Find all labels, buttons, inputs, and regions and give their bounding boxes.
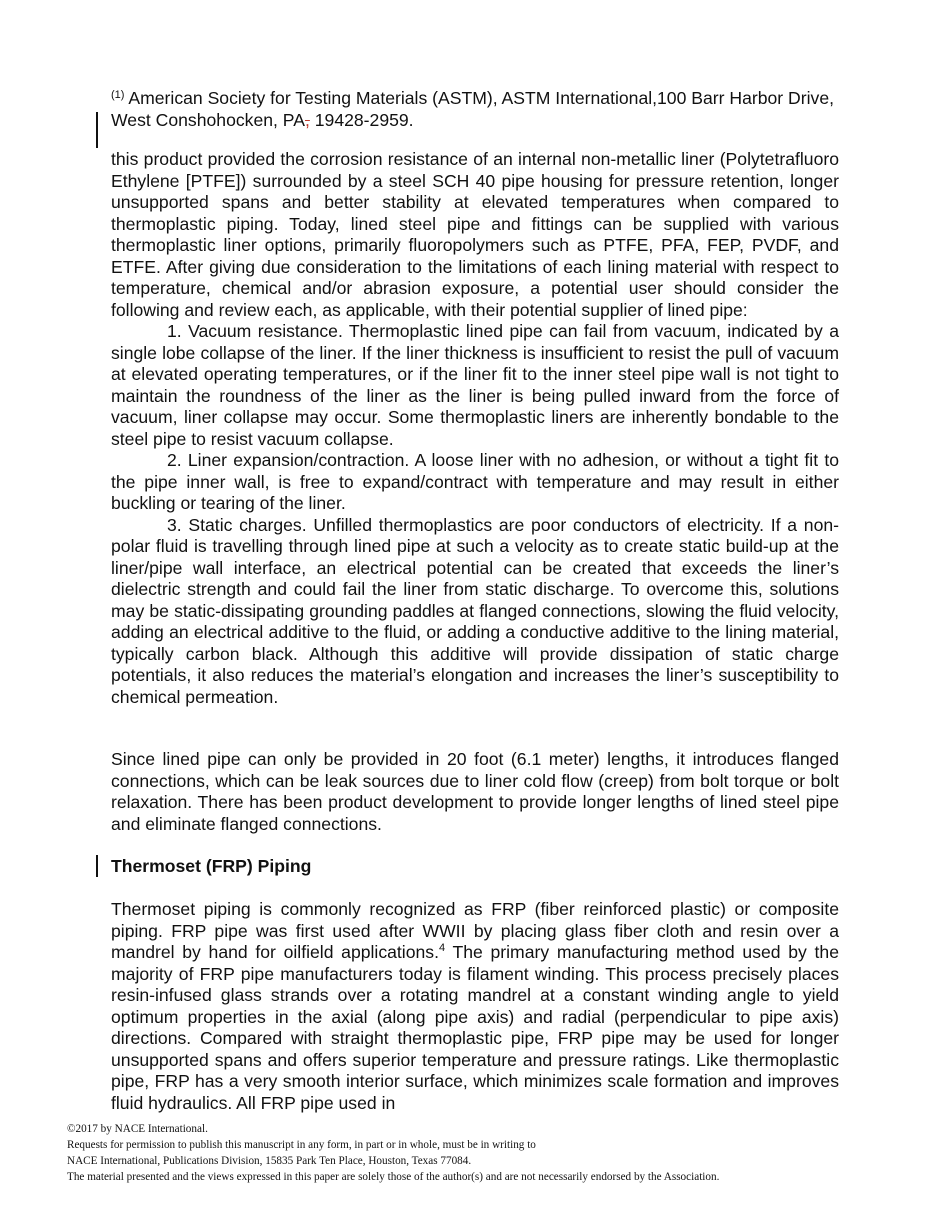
footnote-marker: (1) — [111, 89, 125, 101]
frp-paragraph — [111, 899, 839, 1114]
footer-disclaimer: The material presented and the views expressed in this paper are solely those of the author(s) and are not necessarily endorsed by the Association. — [67, 1171, 720, 1183]
struck-comma: , — [304, 109, 310, 130]
frp-text-start: Thermoset piping is commonly recognized as FRP (fiber reinforced plastic) or composite piping. FRP pipe was first used after WWII by placing glass fiber cloth and resin over a mandrel by hand for oilfield applications. — [111, 899, 839, 962]
reference-number: 4 — [438, 942, 446, 954]
footer-address: NACE International, Publications Division, 15835 Park Ten Place, Houston, Texas 77084. — [67, 1155, 472, 1167]
lined-pipe-length-paragraph — [111, 749, 839, 835]
list-item-expansion: 2. Liner expansion/contraction. A loose liner with no adhesion, or without a tight fit to the pipe inner wall, is free to expand/contract with temperature and may result in either buckling or tearing of the liner. — [111, 450, 839, 513]
footnote-text: American Society for Testing Materials (ASTM), ASTM International,100 Barr Harbor Drive, West Conshohocken, PA — [111, 88, 835, 130]
intro-paragraph: this product provided the corrosion resistance of an internal non-metallic liner (Polytetrafluoro Ethylene [PTFE]) surrounded by a steel SCH 40 pipe housing for pressure retention, longer unsupported spans and better stability at elevated temperatures when compared to thermoplastic piping. Today, lined steel pipe and fittings can be supplied with various thermoplastic liner options, primarily fluoropolymers such as PTFE, PFA, FEP, PVDF, and ETFE. After giving due consideration to the limitations of each lining material with respect to temperature, chemical and/or abrasion exposure, a potential user should consider the following and review each, as applicable, with their potential supplier of lined pipe: — [111, 149, 839, 320]
list-item-static: 3. Static charges. Unfilled thermoplastics are poor conductors of electricity. If a non-polar fluid is travelling through lined pipe at such a velocity as to create static build-up at the liner/pipe wall interface, an electrical potential can be created that exceeds the liner’s dielectric strength and could fail the liner from static discharge. To overcome this, solutions may be static-dissipating grounding paddles at flanged connections, slowing the fluid velocity, adding an electrical additive to the fluid, or adding a conductive additive to the lining material, typically carbon black. Although this additive will provide dissipation of static charge potentials, it also reduces the material’s elongation and increases the liner’s susceptibility to chemical permeation. — [111, 514, 839, 707]
change-bar-heading — [96, 855, 98, 877]
footnote — [111, 88, 839, 131]
list-item-vacuum: 1. Vacuum resistance. Thermoplastic lined pipe can fail from vacuum, indicated by a single lobe collapse of the liner. If the liner thickness is insufficient to resist the pull of vacuum at elevated operating temperatures, or if the liner fit to the inner steel pipe wall is not tight to maintain the roundness of the liner as the liner is being pulled inward from the force of vacuum, liner collapse may occur. Some thermoplastic liners are inherently bondable to the steel pipe to resist vacuum collapse. — [111, 321, 839, 449]
footer-permission: Requests for permission to publish this manuscript in any form, in part or in whole, must be in writing to — [67, 1139, 536, 1151]
frp-text-end: The primary manufacturing method used by the majority of FRP pipe manufacturers today is filament winding. This process precisely places resin-infused glass strands over a rotating mandrel at a constant winding angle to yield optimum properties in the axial (along pipe axis) and radial (perpendicular to pipe axis) directions. Compared with straight thermoplastic pipe, FRP pipe may be used for longer unsupported spans and offers superior temperature and pressure ratings. Like thermoplastic pipe, FRP has a very smooth interior surface, which minimizes scale formation and improves fluid hydraulics. All FRP pipe used in — [111, 942, 839, 1113]
change-bar-footnote — [96, 112, 98, 148]
paragraph-text: Since lined pipe can only be provided in 20 foot (6.1 meter) lengths, it introduces flanged connections, which can be leak sources due to liner cold flow (creep) from bolt torque or bolt relaxation. There has been product development to provide longer lengths of lined steel pipe and eliminate flanged connections. — [111, 749, 839, 834]
footnote-text-end: 19428-2959. — [309, 109, 414, 130]
lined-pipe-section — [111, 149, 839, 708]
page-footer — [67, 1121, 887, 1185]
footer-copyright: ©2017 by NACE International. — [67, 1123, 208, 1135]
section-heading: Thermoset (FRP) Piping — [111, 856, 312, 876]
